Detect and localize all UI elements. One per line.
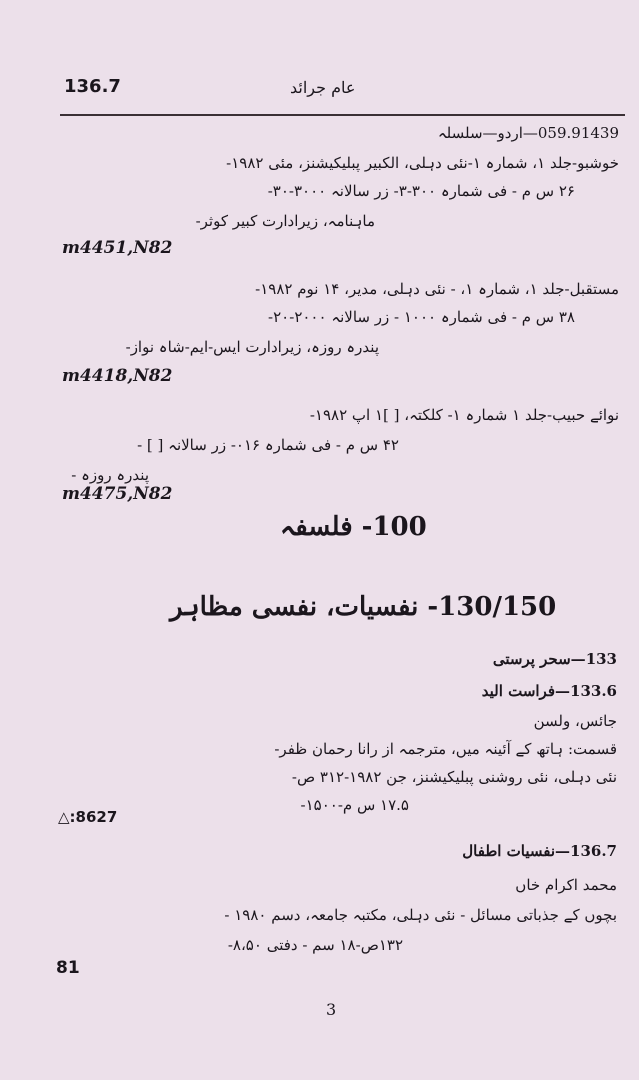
symbol-number: △:8627 [58, 808, 118, 826]
entry-line: بچوں کے جذباتی مسائل - نئی دہلی، مکتبہ جامعہ، دسم ۱۹۸۰ - [224, 906, 617, 924]
entry-line: ۲۶ س م - فی شمارہ ۳۰۰-۳- زر سالانہ ۳۰۰۰-۳۰- [267, 182, 575, 200]
entry-line: نئی دہلی، نئی روشنی پبلیکیشنز، جن ۱۹۸۲-۳۱۲ ص- [291, 768, 617, 786]
call-number: m4451,N82 [62, 238, 173, 258]
call-number: m4418,N82 [62, 366, 173, 386]
page-number: 3 [326, 1000, 337, 1019]
header-title: عام جرائد [290, 78, 356, 97]
subject-entry-133: 133—سحر پرستی [492, 650, 617, 668]
entry-classification: 059.91439—اردو—سلسلہ [437, 124, 619, 142]
entry-line: خوشبو-جلد ۱، شمارہ ۱-نئی دہلی، الکبیر پبلیکیشنز، مئی ۱۹۸۲- [226, 154, 619, 172]
entry-line: ۴۲ س م - فی شمارہ ۰۱۶- زر سالانہ [ ] - [137, 436, 399, 454]
entry-line: پندرہ روزہ - [71, 466, 149, 484]
header-class-number: 136.7 [64, 76, 121, 97]
entry-line: پندرہ روزہ، زیرادارت ایس-ایم-شاہ نواز- [125, 338, 379, 356]
entry-line: نوائے حبیب-جلد ۱ شمارہ ۱- کلکتہ، [ ]۱ اپ ۱۹۸۲- [309, 406, 619, 424]
entry-line: ماہنامہ، زیرادارت کبیر کوثر- [195, 212, 375, 230]
subject-entry-1336: 133.6—فراست الید [481, 682, 617, 700]
page-marker: 81 [56, 958, 80, 978]
entry-line: قسمت: ہاتھ کے آئینہ میں، مترجمہ از رانا رحمان ظفر- [274, 740, 617, 758]
entry-line: ۱۳۲ص-۱۸ سم - دفتی ۸،۵۰- [227, 936, 403, 954]
section-heading: 100- فلسفہ [280, 512, 427, 542]
entry-line: ۳۸ س م - فی شمارہ ۱۰۰۰ - زر سالانہ ۲۰۰۰-۲۰- [268, 308, 575, 326]
header-rule [60, 114, 625, 116]
subject-entry-1367: 136.7—نفسیات اطفال [462, 842, 617, 860]
author-name: جائس، ولسن [533, 712, 617, 730]
author-name: محمد اکرام خاں [515, 876, 617, 894]
entry-line: مستقبل-جلد ۱، شمارہ ۱، - نئی دہلی، مدیر، ۱۴ نوم ۱۹۸۲- [255, 280, 619, 298]
call-number: m4475,N82 [62, 484, 173, 504]
entry-line: ۱۷.۵ س م-۱۵۰۰- [300, 796, 409, 814]
subsection-heading: 130/150- نفسیات، نفسی مظاہر [170, 592, 557, 622]
